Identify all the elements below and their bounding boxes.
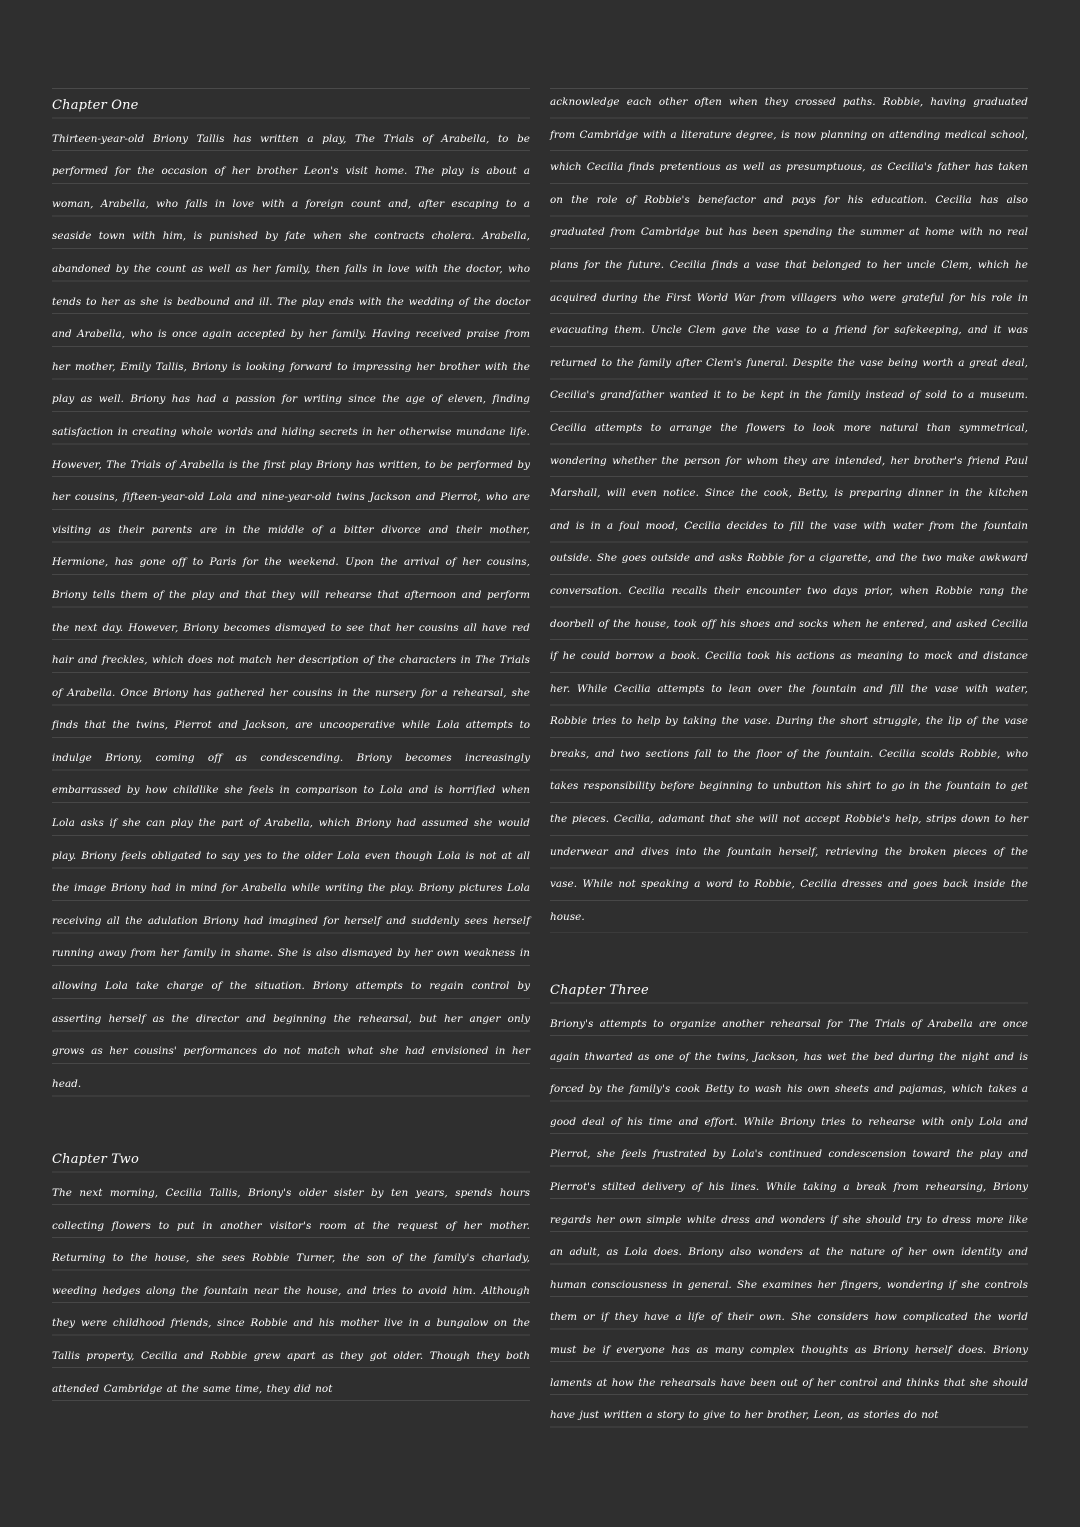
- chapter-two-body-start: The next morning, Cecilia Tallis, Briony's older sister by ten years, spends hours collecting flowers to put in another visitor's room at the request of her mother. Returning to the house, she sees Robbie Turner, the son of the family's charlady, weeding hedges along the fountain near the house, and tries to avoid him. Although they were childhood friends, since Robbie and his mother live in a bungalow on the Tallis property, Cecilia and Robbie grew apart as they got older. Though they both attended Cambridge at the same time, they did not: [52, 1187, 530, 1395]
- chapter-two-title: Chapter Two: [52, 1152, 140, 1168]
- chapter-one-body: Thirteen-year-old Briony Tallis has written a play, The Trials of Arabella, to be performed for the occasion of her brother Leon's visit home. The play is about a woman, Arabella, who falls in love with a foreign count and, after escaping to a seaside town with him, is punished by fate when she contracts cholera. Arabella, abandoned by the count as well as her family, then falls in love with the doctor, who tends to her as she is bedbound and ill. The play ends with the wedding of the doctor and Arabella, who is once again accepted by her family. Having received praise from her mother, Emily Tallis, Briony is looking forward to impressing her brother with the play as well. Briony has had a passion for writing since the age of eleven, finding satisfaction in creating whole worlds and hiding secrets in her otherwise mundane life. However, The Trials of Arabella is the first play Briony has written, to be performed by her cousins, fifteen-year-old Lola and nine-year-old twins Jackson and Pierrot, who are visiting as their parents are in the middle of a bitter divorce and their mother, Hermione, has gone off to Paris for the weekend. Upon the arrival of her cousins, Briony tells them of the play and that they will rehearse that afternoon and perform the next day. However, Briony becomes dismayed to see that her cousins all have red hair and freckles, which does not match her description of the characters in The Trials of Arabella. Once Briony has gathered her cousins in the nursery for a rehearsal, she finds that the twins, Pierrot and Jackson, are uncooperative while Lola attempts to indulge Briony, coming off as condescending. Briony becomes increasingly embarrassed by how childlike she feels in comparison to Lola and is horrified when Lola asks if she can play the part of Arabella, which Briony had assumed she would play. Briony feels obligated to say yes to the older Lola even though Lola is not at all the image Briony had in mind for Arabella while writing the play. Briony pictures Lola receiving all the adulation Briony had imagined for herself and suddenly sees herself running away from her family in shame. She is also dismayed by her own weakness in allowing Lola take charge of the situation. Briony attempts to regain control by asserting herself as the director and beginning the rehearsal, but her anger only grows as her cousins' performances do not match what she had envisioned in her head.: [52, 132, 530, 1090]
- chapter-three-title: Chapter Three: [550, 983, 649, 999]
- left-column: [52, 86, 530, 1405]
- chapter-two-section: [52, 1140, 530, 1405]
- chapter-two-continued-section: [550, 86, 1028, 933]
- chapter-two-body-continued: acknowledge each other often when they crossed paths. Robbie, having graduated from Cambridge with a literature degree, is now planning on attending medical school, which Cecilia finds pretentious as well as presumptuous, as Cecilia's father has taken on the role of Robbie's benefactor and pays for his education. Cecilia has also graduated from Cambridge but has been spending the summer at home with no real plans for the future. Cecilia finds a vase that belonged to her uncle Clem, which he acquired during the First World War from villagers who were grateful for his role in evacuating them. Uncle Clem gave the vase to a friend for safekeeping, and it was returned to the family after Clem's funeral. Despite the vase being worth a great deal, Cecilia's grandfather wanted it to be kept in the family instead of sold to a museum. Cecilia attempts to arrange the flowers to look more natural than symmetrical, wondering whether the person for whom they are intended, her brother's friend Paul Marshall, will even notice. Since the cook, Betty, is preparing dinner in the kitchen and is in a foul mood, Cecilia decides to fill the vase with water from the fountain outside. She goes outside and asks Robbie for a cigarette, and the two make awkward conversation. Cecilia recalls their encounter two days prior, when Robbie rang the doorbell of the house, took off his shoes and socks when he entered, and asked Cecilia if he could borrow a book. Cecilia took his actions as meaning to mock and distance her. While Cecilia attempts to lean over the fountain and fill the vase with water, Robbie tries to help by taking the vase. During the short struggle, the lip of the vase breaks, and two sections fall to the floor of the fountain. Cecilia scolds Robbie, who takes responsibility before beginning to unbutton his shirt to go in the fountain to get the pieces. Cecilia, adamant that she will not accept Robbie's help, strips down to her underwear and dives into the fountain herself, retrieving the broken pieces of the vase. While not speaking a word to Robbie, Cecilia dresses and goes back inside the house.: [550, 96, 1028, 923]
- right-column: [550, 86, 1028, 1432]
- chapter-one-section: [52, 86, 530, 1100]
- chapter-one-title: Chapter One: [52, 98, 139, 113]
- chapter-three-section: [550, 971, 1028, 1431]
- chapter-three-body: Briony's attempts to organize another rehearsal for The Trials of Arabella are once again thwarted as one of the twins, Jackson, has wet the bed during the night and is forced by the family's cook Betty to wash his own sheets and pajamas, which takes a good deal of his time and effort. While Briony tries to rehearse with only Lola and Pierrot, she feels frustrated by Lola's continued condescension toward the play and Pierrot's stilted delivery of his lines. While taking a break from rehearsing, Briony regards her own simple white dress and wonders if she should try to dress more like an adult, as Lola does. Briony also wonders at the nature of her own identity and human consciousness in general. She examines her fingers, wondering if she controls them or if they have a life of their own. She considers how complicated the world must be if everyone has as many complex thoughts as Briony herself does. Briony laments at how the rehearsals have been out of her control and thinks that she should have just written a story to give to her brother, Leon, as stories do not: [550, 1018, 1028, 1422]
